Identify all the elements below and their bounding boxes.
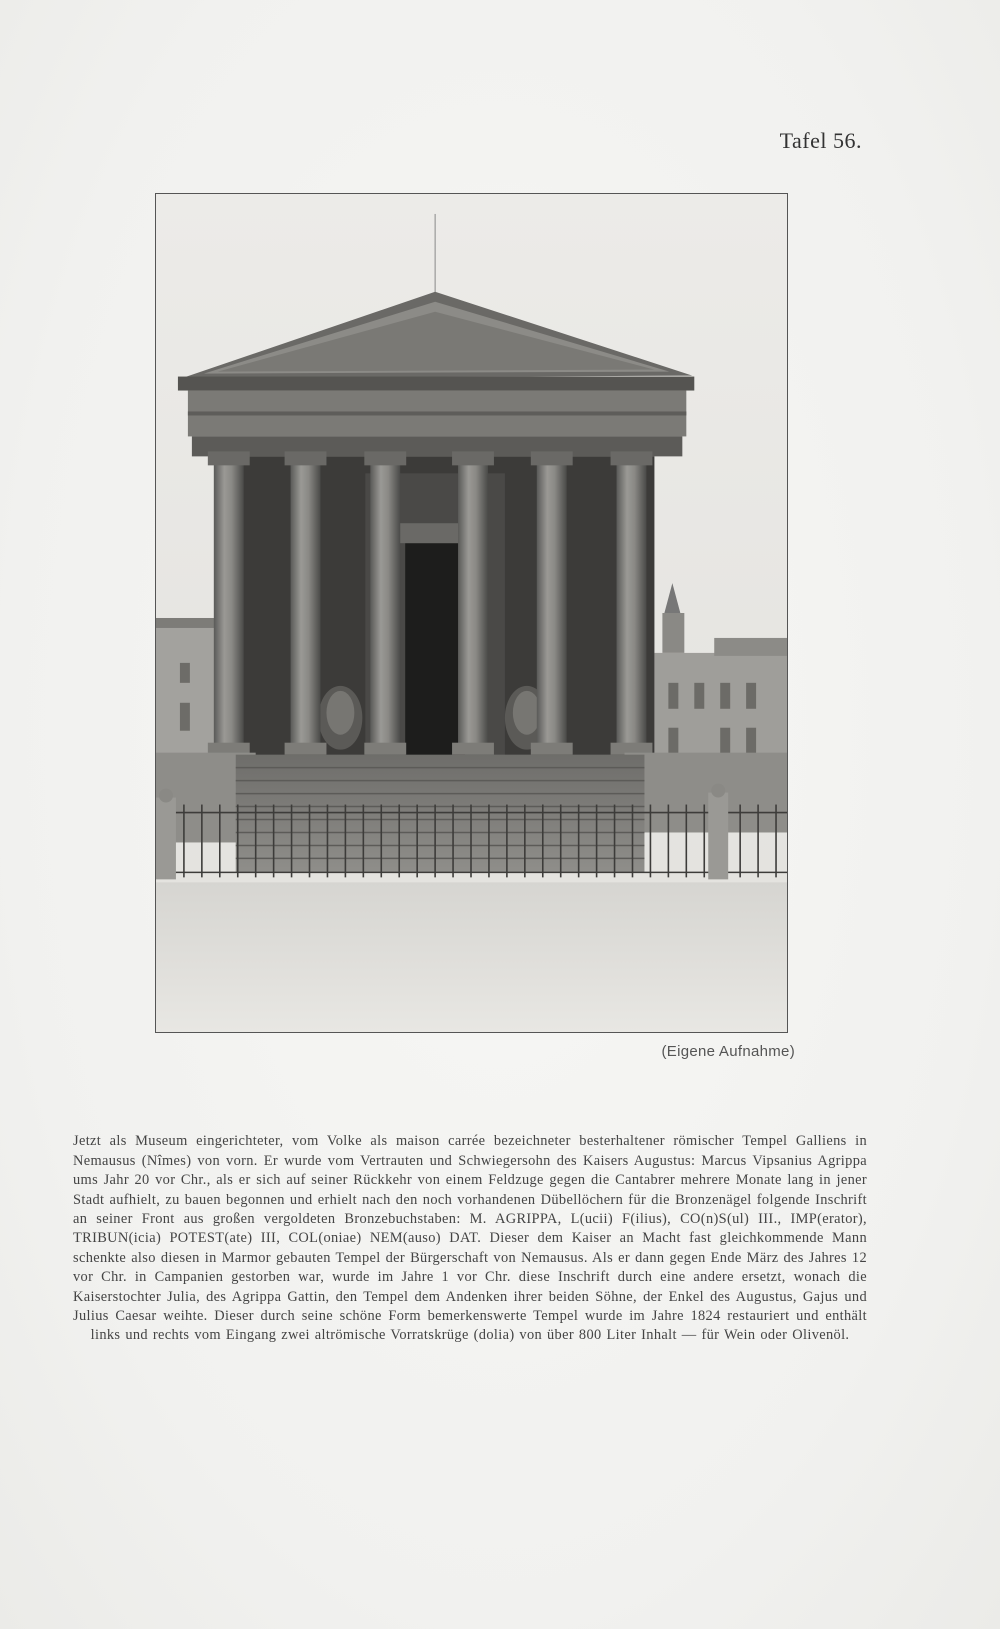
plate-number: Tafel 56. [779, 128, 862, 153]
photo-credit: (Eigene Aufnahme) [661, 1043, 795, 1060]
temple-photo-illustration [156, 194, 787, 1032]
temple-photograph [155, 193, 788, 1033]
caption-paragraph: Jetzt als Museum eingerichteter, vom Volke als maison carrée bezeichneter besterhaltener römischer Tempel Galliens in Nemausus (Nîmes) von vorn. Er wurde vom Vertrauten und Schwiegersohn des Kaisers Augustus: Marcus Vipsanius Agrippa ums Jahr 20 vor Chr., als er sich auf seiner Rückkehr von einem Feldzuge gegen die Cantabrer mehrere Monate lang in jener Stadt aufhielt, zu bauen begonnen und erhielt nach den noch vorhandenen Dübellöchern für die Bronzenägel folgende Inschrift an seiner Front aus großen vergoldeten Bronzebuchstaben: M. AGRIPPA, L(ucii) F(ilius), CO(n)S(ul) III., IMP(erator), TRIBUN(icia) POTEST(ate) III, COL(oniae) NEM(auso) DAT. Dieser dem Kaiser an Macht fast gleichkommende Mann schenkte also diesen in Marmor gebauten Tempel der Bürgerschaft von Nemausus. Als er dann gegen Ende März des Jahres 12 vor Chr. in Campanien gestorben war, wurde im Jahre 1 vor Chr. diese Inschrift durch eine andere ersetzt, wonach die Kaiserstochter Julia, des Agrippa Gattin, den Tempel dem Andenken ihrer beiden Söhne, der Enkel des Augustus, Gajus und Julius Caesar weihte. Dieser durch seine schöne Form bemerkenswerte Tempel wurde im Jahre 1824 restauriert und enthält links und rechts vom Eingang zwei altrömische Vorratskrüge (dolia) von über 800 Liter Inhalt — für Wein oder Olivenöl. [73, 1133, 867, 1344]
